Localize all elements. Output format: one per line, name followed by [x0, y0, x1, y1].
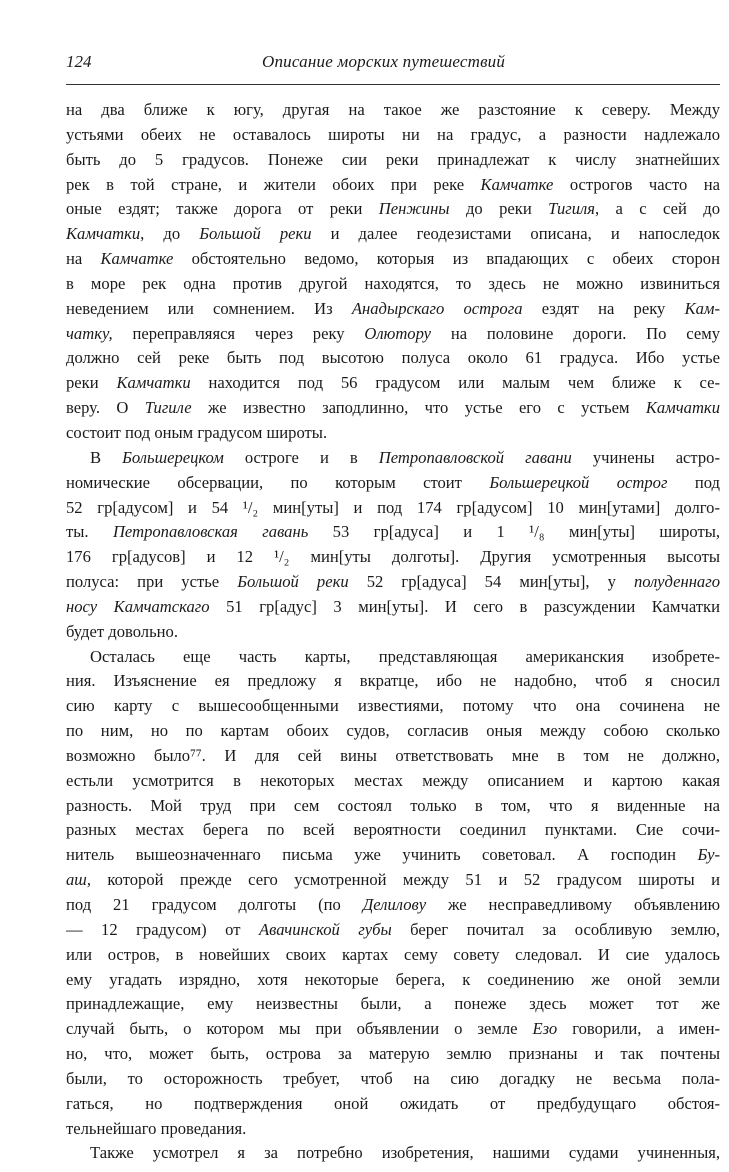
text-segment: были, то осторожность требует, чтоб на сию догадку не весьма пола-: [66, 1068, 720, 1088]
text-line: [66, 1141, 720, 1166]
text-line: [66, 694, 720, 719]
text-segment: Также усмотрел я за потребно изобретения, нашими судами учиненныя,: [90, 1143, 720, 1163]
italic-text: Большерецкой острог: [489, 472, 668, 492]
text-segment: но, что, может быть, острова за матерую землю признаны и так почтены: [66, 1044, 720, 1064]
italic-text: носу Камчатскаго: [66, 596, 210, 616]
text-line: [66, 98, 720, 123]
text-segment: принадлежащие, ему неизвестны были, а понеже здесь может тот же: [66, 994, 720, 1014]
text-segment: берег почитал за особливую землю,: [391, 919, 720, 939]
body-text: [66, 98, 720, 1166]
italic-text: Олютору: [364, 323, 432, 343]
text-segment: веру. О: [66, 398, 145, 418]
text-line: [66, 943, 720, 968]
text-segment: устьями обеих не оставалось широты ни на градус, а разности надлежало: [66, 124, 720, 144]
text-line: [66, 520, 720, 545]
text-line: [66, 1092, 720, 1117]
text-line: [66, 1042, 720, 1067]
text-line: [66, 123, 720, 148]
text-line: [66, 570, 720, 595]
italic-text: полуденнаго: [633, 572, 720, 592]
text-segment: сию карту с вышесообщенными известиями, потому что она сочинена не: [66, 696, 720, 716]
page-number: 124: [66, 52, 92, 71]
text-segment: разность. Мой труд при сем состоял только в том, что я виденные на: [66, 795, 720, 815]
text-segment: 53 гр[адуса] и 1 ¹/₈ мин[уты] широты,: [308, 522, 720, 542]
text-line: [66, 620, 720, 645]
text-line: [66, 421, 720, 446]
text-segment: тельнейшаго проведания.: [66, 1118, 247, 1138]
text-line: [66, 322, 720, 347]
text-segment: ния. Изъяснение ея предложу я вкратце, ибо не надобно, чтоб я сносил: [66, 671, 720, 691]
text-segment: же известно заподлинно, что устье его с устьем: [191, 398, 646, 418]
text-line: [66, 893, 720, 918]
text-segment: под: [667, 472, 720, 492]
italic-text: Бу-: [697, 845, 720, 865]
italic-text: Авачинской губы: [258, 919, 392, 939]
text-segment: номические обсервации, по которым стоит: [66, 472, 490, 492]
italic-text: Камчатке: [100, 249, 174, 269]
italic-text: Тигиле: [144, 398, 192, 418]
text-segment: В: [90, 447, 123, 467]
italic-text: Камчатки: [645, 398, 720, 418]
text-line: [66, 297, 720, 322]
text-line: [66, 669, 720, 694]
text-segment: обстоятельно ведомо, которыя из впадающих с обеих сторон: [173, 249, 720, 269]
text-segment: состоит под оным градусом широты.: [66, 422, 328, 442]
text-segment: оные ездят; также дорога от реки: [66, 199, 379, 219]
text-line: [66, 719, 720, 744]
italic-text: Делилову: [362, 895, 427, 914]
text-segment: на два ближе к югу, другая на такое же разстояние к северу. Между: [66, 100, 720, 119]
text-segment: случай быть, о котором мы при объявлении о земле: [66, 1019, 533, 1039]
text-line: [66, 794, 720, 819]
text-segment: , а с сей до: [594, 199, 720, 219]
text-line: [66, 918, 720, 943]
text-line: [66, 197, 720, 222]
text-segment: ты.: [66, 522, 113, 542]
text-segment: учинены астро-: [571, 447, 720, 467]
text-segment: на: [66, 249, 101, 269]
text-segment: острогов часто на: [553, 174, 720, 194]
text-line: [66, 992, 720, 1017]
text-segment: неведением или сомнением. Из: [66, 298, 352, 318]
text-segment: переправляяся через реку: [112, 323, 365, 343]
text-segment: гаться, но подтверждения оной ожидать от предбудущаго обстоя-: [66, 1093, 720, 1113]
italic-text: Петропавловской гавани: [378, 447, 572, 467]
text-line: [66, 371, 720, 396]
text-line: [66, 396, 720, 421]
text-line: [66, 272, 720, 297]
italic-text: Камчатки: [116, 373, 191, 393]
text-segment: и далее геодезистами описана, и напоследок: [311, 224, 720, 244]
text-segment: разных местах берега по всей вероятности соединил пунктами. Сие сочи-: [66, 820, 720, 840]
text-segment: 52 гр[адусом] и 54 ¹/₂ мин[уты] и под 174 гр[адусом] 10 мин[утами] долго-: [66, 497, 720, 517]
text-line: [66, 968, 720, 993]
text-line: [66, 1017, 720, 1042]
text-segment: нитель вышеозначеннаго письма уже учинить советовал. А господин: [66, 845, 698, 865]
text-segment: 51 гр[адус] 3 мин[уты]. И сего в разсуждении Камчатки: [209, 596, 720, 616]
italic-text: чатку,: [66, 323, 113, 343]
italic-text: аш,: [66, 870, 91, 890]
text-segment: Осталась еще часть карты, представляющая американския изобрете-: [90, 646, 720, 666]
italic-text: Кам-: [684, 298, 720, 318]
italic-text: Пенжины: [378, 199, 450, 219]
text-segment: под 21 градусом долготы (по: [66, 895, 363, 914]
text-segment: ездят на реку: [522, 298, 685, 318]
text-line: [66, 645, 720, 670]
text-segment: по ним, но по картам обоих судов, согласив оныя между собою сколько: [66, 721, 720, 741]
text-segment: же несправедливому объявлению: [426, 895, 720, 914]
italic-text: Большой реки: [199, 224, 312, 244]
text-segment: в море рек одна против другой находятся, то здесь не можно извиниться: [66, 273, 720, 293]
text-segment: находится под 56 градусом или малым чем ближе к се-: [190, 373, 720, 393]
italic-text: Большерецком: [122, 447, 224, 467]
italic-text: Тигиля: [548, 199, 595, 219]
italic-text: Камчатке: [480, 174, 554, 194]
text-segment: — 12 градусом) от: [66, 919, 259, 939]
text-segment: которой прежде сего усмотренной между 51 и 52 градусом широты и: [90, 870, 720, 890]
text-line: [66, 545, 720, 570]
text-segment: реки: [66, 373, 117, 393]
text-segment: рек в той стране, и жители обоих при реке: [66, 174, 481, 194]
text-line: [66, 1067, 720, 1092]
text-segment: 52 гр[адуса] 54 мин[уты], у: [348, 572, 634, 592]
text-segment: естьли усмотрится в некоторых местах между описанием и картою какая: [66, 770, 720, 790]
text-segment: остроге и в: [223, 447, 379, 467]
text-segment: , до: [140, 224, 200, 244]
text-line: [66, 496, 720, 521]
text-line: [66, 868, 720, 893]
text-line: [66, 148, 720, 173]
text-segment: быть до 5 градусов. Понеже сии реки принадлежат к числу знатнейших: [66, 149, 720, 169]
text-segment: говорили, а имен-: [557, 1019, 720, 1039]
text-line: [66, 1117, 720, 1142]
text-line: [66, 471, 720, 496]
text-line: [66, 818, 720, 843]
text-segment: ему угадать изрядно, хотя некоторые берега, к соединению же оной земли: [66, 969, 720, 989]
italic-text: Камчатки: [66, 224, 141, 244]
text-segment: на половине дороги. По сему: [431, 323, 720, 343]
text-line: [66, 595, 720, 620]
text-line: [66, 173, 720, 198]
text-line: [66, 346, 720, 371]
running-title: Описание морских путешествий: [262, 52, 506, 71]
text-segment: 176 гр[адусов] и 12 ¹/₂ мин[уты долготы]. Другия усмотренныя высоты: [66, 547, 720, 567]
text-segment: до реки: [449, 199, 549, 219]
text-segment: полуса: при устье: [66, 572, 238, 592]
text-segment: должно сей реке быть под высотою полуса около 61 градуса. Ибо устье: [66, 348, 720, 368]
text-line: [66, 446, 720, 471]
text-segment: возможно было⁷⁷. И для сей вины ответствовать мне в том не должно,: [66, 745, 720, 765]
text-line: [66, 247, 720, 272]
text-line: [66, 744, 720, 769]
italic-text: Езо: [532, 1019, 558, 1039]
header-rule: [66, 84, 720, 85]
italic-text: Петропавловская гавань: [112, 522, 309, 542]
text-line: [66, 769, 720, 794]
text-line: [66, 843, 720, 868]
text-line: [66, 222, 720, 247]
italic-text: Анадырскаго острога: [351, 298, 523, 318]
text-segment: будет довольно.: [66, 621, 178, 641]
italic-text: Большой реки: [237, 572, 349, 592]
page-header: [66, 52, 720, 80]
text-segment: или остров, в новейших своих картах сему совету следовал. И сие удалось: [66, 944, 720, 964]
